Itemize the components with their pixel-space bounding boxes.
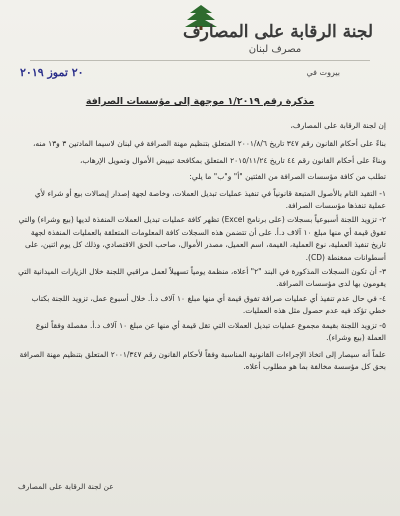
salutation: إن لجنة الرقابة على المصارف،	[290, 121, 386, 130]
paragraph-law-44: وبناءً على أحكام القانون رقم ٤٤ تاريخ ٢٠١٥/١١/٢٤ المتعلق بمكافحة تبييض الأموال وتمويل الإرهاب،	[79, 155, 386, 165]
list-item: ٣- أن تكون السجلات المذكورة في البند "٢" أعلاه، منظمة يومياً تسهيلاً لعمل مراقبي اللجنة خلال الزيارات الميدانية التي يقومون بها لدى مؤسسات الصرافة.	[18, 267, 386, 289]
paragraph-request: تطلب من كافة مؤسسات الصرافة من الفئتين "أ" و"ب" ما يلي:	[189, 172, 386, 182]
memo-body	[16, 120, 386, 377]
letterhead-sub-name: مصرف لبنان	[248, 44, 302, 55]
list-item: ٤- في حال عدم تنفيذ أي عمليات صرافة تفوق قيمة أي منها مبلغ ١٠ آلاف د.أ. خلال أسبوع عمل، تزويد اللجنة بكتاب خطي تؤكد فيه عدم حصول مثل هذه العمليات.	[31, 293, 386, 316]
closing-paragraph: علماً أنه سيصار إلى اتخاذ الإجراءات القانونية المناسبة وفقاً لأحكام القانون رقم ٢٠٠١/٣٤٧ المتعلق بتنظيم مهنة الصرافة بحق كل مؤسسة مخالفة بما هو مطلوب أعلاه.	[19, 349, 386, 371]
paragraph-law-347: بناءً على أحكام القانون رقم ٣٤٧ تاريخ ٢٠٠١/٨/٦ المتعلق بتنظيم مهنة الصرافة في لبنان لاسيما المادتين ٣ و١٣ منه،	[33, 139, 386, 149]
header-divider	[30, 60, 370, 61]
list-item: ٢- تزويد اللجنة أسبوعياً بسجلات (على برنامج Excel) تظهر كافة عمليات تبديل العملات المنفذة لديها (بيع وشراء) والتي تفوق قيمة أي منها مبلغ ١٠ آلاف د.أ. على أن تتضمن هذه السجلات كافة المعلومات المتعلقة بالعمليات المنفذة لجهة تاريخ تنفيذ العملية، نوع العملية، القيمة، اسم العميل، مصدر الأموال، صاحب الحق الاقتصادي، وذلك كل يوم اثنين، على أسطوانات ممغنطة (CD).	[18, 215, 386, 262]
signature-line: عن لجنة الرقابة على المصارف	[18, 482, 114, 491]
date-stamp: ٢٠ تموز ٢٠١٩	[20, 66, 84, 79]
date-label: بيروت في	[306, 68, 340, 77]
list-item: ٥- تزويد اللجنة بقيمة مجموع عمليات تبديل العملات التي تقل قيمة أي منها عن مبلغ ١٠ آلاف د.أ. مفصلة وفقاً لنوع العملة (بيع وشراء).	[35, 320, 386, 343]
memo-title: مذكرة رقم ١/٢٠١٩ موجهة إلى مؤسسات الصرافة	[85, 96, 315, 107]
letterhead-org-name: لجنة الرقابة على المصارف	[182, 22, 373, 42]
dateline	[20, 66, 340, 80]
requirements-list	[16, 188, 386, 345]
list-item: ١- التقيد التام بالأصول المتبعة قانونياً في تنفيذ عمليات تبديل العملات، وخاصة لجهة إصدار إيصالات بيع أو شراء لأي عملية تنفذها مؤسسات الصرافة.	[34, 188, 386, 211]
